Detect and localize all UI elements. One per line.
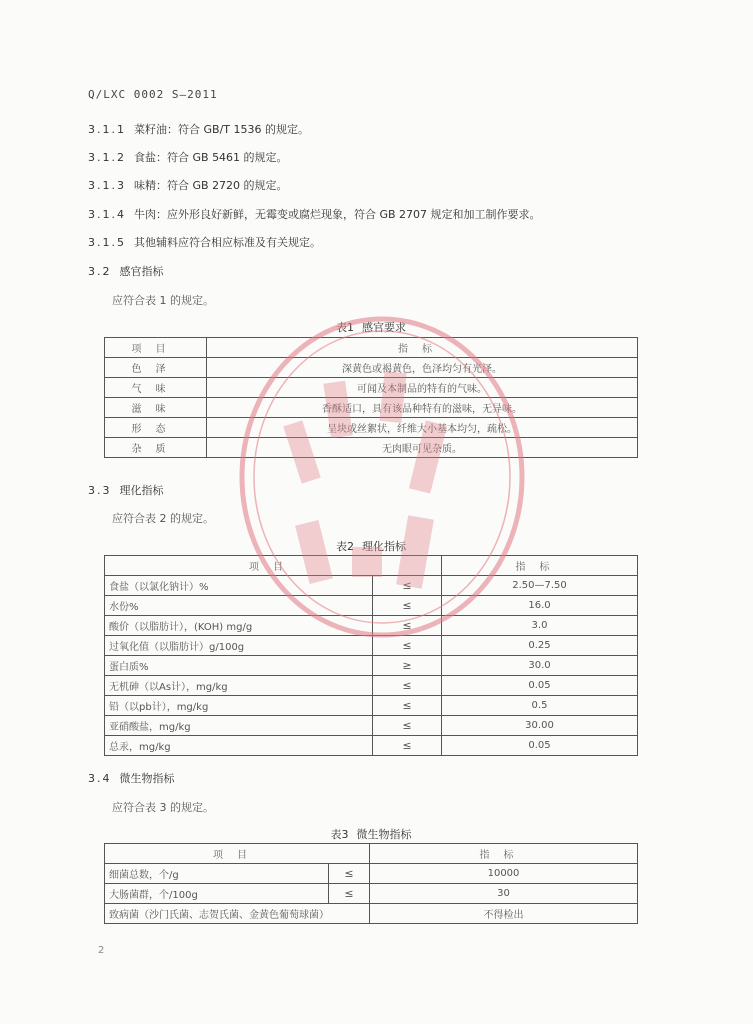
- table2-caption: [336, 538, 406, 554]
- table-row: [105, 418, 638, 438]
- section-number: 3.3: [88, 484, 112, 497]
- table-row: [105, 656, 638, 676]
- clause-text: 味精：符合 GB 2720 的规定。: [134, 179, 288, 192]
- table-row: [105, 576, 638, 596]
- item-cell: 大肠菌群，个/100g: [105, 884, 329, 904]
- value-cell: 30.0: [442, 656, 638, 676]
- section-number: 3.2: [88, 265, 112, 278]
- operator-cell: ≤: [373, 716, 442, 736]
- table-row: [105, 378, 638, 398]
- column-header: 项目: [105, 338, 207, 358]
- clause-text: 食盐：符合 GB 5461 的规定。: [134, 151, 288, 164]
- section-title: 感官指标: [119, 265, 164, 278]
- section-intro-3-4: 应符合表 3 的规定。: [112, 801, 214, 814]
- value-cell: 不得检出: [370, 904, 638, 924]
- value-cell: 2.50—7.50: [442, 576, 638, 596]
- item-cell: 蛋白质%: [105, 656, 373, 676]
- table-number: 表2: [336, 540, 354, 553]
- item-cell: 形态: [105, 418, 207, 438]
- table-row: [105, 696, 638, 716]
- table-header-row: [105, 338, 638, 358]
- operator-cell: ≥: [373, 656, 442, 676]
- section-number: 3.4: [88, 772, 112, 785]
- item-cell: 食盐（以氯化钠计）%: [105, 576, 373, 596]
- value-cell: 0.25: [442, 636, 638, 656]
- page-number: 2: [98, 945, 105, 956]
- table-row: [105, 716, 638, 736]
- clause-number: 3.1.2: [88, 151, 126, 164]
- value-cell: 0.05: [442, 736, 638, 756]
- item-cell: 杂质: [105, 438, 207, 458]
- clause-3-1-4: [88, 206, 541, 222]
- table-row: [105, 398, 638, 418]
- clause-3-1-1: [88, 121, 309, 137]
- operator-cell: ≤: [373, 576, 442, 596]
- item-cell: 无机砷（以As计），mg/kg: [105, 676, 373, 696]
- table-title: 微生物指标: [356, 828, 412, 841]
- table-row: [105, 358, 638, 378]
- standard-id: Q/LXC 0002 S—2011: [88, 88, 218, 101]
- clause-text: 菜籽油：符合 GB/T 1536 的规定。: [134, 123, 309, 136]
- value-cell: 3.0: [442, 616, 638, 636]
- table-row: [105, 884, 638, 904]
- item-cell: 色泽: [105, 358, 207, 378]
- operator-cell: ≤: [373, 596, 442, 616]
- clause-number: 3.1.5: [88, 236, 126, 249]
- item-cell: 过氧化值（以脂肪计）g/100g: [105, 636, 373, 656]
- table-row: [105, 904, 638, 924]
- table-row: [105, 676, 638, 696]
- value-cell: 可闻及本制品的特有的气味。: [207, 378, 638, 398]
- section-heading-3-4: [88, 770, 175, 786]
- physicochemical-table: [104, 555, 638, 756]
- value-cell: 30.00: [442, 716, 638, 736]
- operator-cell: ≤: [373, 636, 442, 656]
- item-cell: 气味: [105, 378, 207, 398]
- table-title: 理化指标: [362, 540, 406, 553]
- column-header: 项目: [105, 556, 442, 576]
- value-cell: 无肉眼可见杂质。: [207, 438, 638, 458]
- operator-cell: ≤: [373, 616, 442, 636]
- section-title: 微生物指标: [119, 772, 175, 785]
- operator-cell: ≤: [373, 696, 442, 716]
- table-title: 感官要求: [362, 321, 406, 334]
- table-row: [105, 736, 638, 756]
- operator-cell: ≤: [373, 736, 442, 756]
- value-cell: 0.5: [442, 696, 638, 716]
- value-cell: 香酥适口，具有该品种特有的滋味，无异味。: [207, 398, 638, 418]
- clause-3-1-2: [88, 149, 288, 165]
- section-title: 理化指标: [119, 484, 164, 497]
- clause-text: 牛肉：应外形良好新鲜，无霉变或腐烂现象，符合 GB 2707 规定和加工制作要求。: [134, 208, 541, 221]
- value-cell: 16.0: [442, 596, 638, 616]
- table1-caption: [336, 319, 406, 335]
- table3-caption: [331, 826, 412, 842]
- table-row: [105, 596, 638, 616]
- sensory-table: [104, 337, 638, 458]
- table-row: [105, 864, 638, 884]
- microbiological-table: [104, 843, 638, 924]
- clause-3-1-3: [88, 177, 288, 193]
- item-cell: 铅（以pb计），mg/kg: [105, 696, 373, 716]
- table-header-row: [105, 556, 638, 576]
- clause-3-1-5: [88, 234, 321, 250]
- value-cell: 0.05: [442, 676, 638, 696]
- table-number: 表1: [336, 321, 354, 334]
- value-cell: 深黄色或褐黄色，色泽均匀有光泽。: [207, 358, 638, 378]
- value-cell: 呈块或丝絮状，纤维大小基本均匀，疏松。: [207, 418, 638, 438]
- item-cell: 滋味: [105, 398, 207, 418]
- item-cell: 细菌总数，个/g: [105, 864, 329, 884]
- item-cell: 总汞，mg/kg: [105, 736, 373, 756]
- item-cell: 亚硝酸盐，mg/kg: [105, 716, 373, 736]
- table-row: [105, 616, 638, 636]
- operator-cell: ≤: [329, 884, 370, 904]
- item-cell: 酸价（以脂肪计），(KOH) mg/g: [105, 616, 373, 636]
- value-cell: 30: [370, 884, 638, 904]
- clause-number: 3.1.4: [88, 208, 126, 221]
- table-header-row: [105, 844, 638, 864]
- clause-text: 其他辅料应符合相应标准及有关规定。: [134, 236, 321, 249]
- column-header: 项目: [105, 844, 370, 864]
- column-header: 指标: [370, 844, 638, 864]
- section-intro-3-3: 应符合表 2 的规定。: [112, 512, 214, 525]
- operator-cell: ≤: [373, 676, 442, 696]
- item-cell: 致病菌（沙门氏菌、志贺氏菌、金黄色葡萄球菌）: [105, 904, 370, 924]
- clause-number: 3.1.3: [88, 179, 126, 192]
- section-intro-3-2: 应符合表 1 的规定。: [112, 294, 214, 307]
- clause-number: 3.1.1: [88, 123, 126, 136]
- section-heading-3-2: [88, 263, 164, 279]
- column-header: 指标: [442, 556, 638, 576]
- table-row: [105, 636, 638, 656]
- column-header: 指标: [207, 338, 638, 358]
- table-number: 表3: [330, 828, 349, 841]
- value-cell: 10000: [370, 864, 638, 884]
- operator-cell: ≤: [329, 864, 370, 884]
- section-heading-3-3: [88, 482, 164, 498]
- item-cell: 水份%: [105, 596, 373, 616]
- table-row: [105, 438, 638, 458]
